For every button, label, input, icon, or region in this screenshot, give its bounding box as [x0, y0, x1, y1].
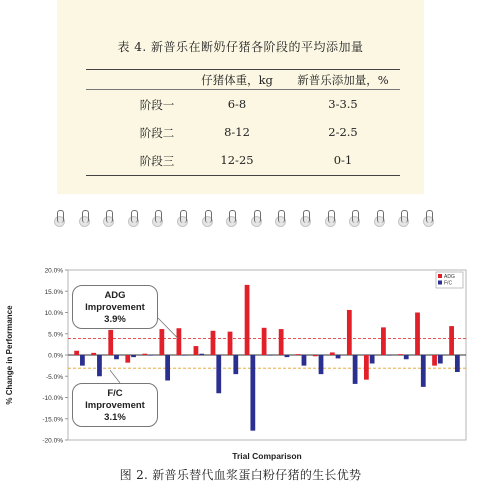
- adg-bar: [142, 354, 147, 355]
- spiral-ring: [101, 210, 115, 230]
- adg-bar: [194, 346, 199, 355]
- callout-line: 3.1%: [104, 412, 126, 423]
- adg-bar: [228, 332, 233, 355]
- fc-bar: [404, 355, 409, 359]
- legend-label: F/C: [444, 280, 453, 287]
- legend-label: ADG: [444, 274, 455, 280]
- ring-loop: [205, 210, 212, 223]
- spiral-ring: [298, 210, 312, 230]
- fc-bar: [216, 355, 221, 393]
- ring-loop: [426, 210, 433, 223]
- fc-bar: [438, 355, 443, 364]
- ring-loop: [328, 210, 335, 223]
- fc-bar: [387, 355, 392, 356]
- table-header-weight: 仔猪体重，kg: [201, 73, 273, 87]
- fc-bar: [233, 355, 238, 374]
- fc-bar: [285, 355, 290, 357]
- y-tick-label: -15.0%: [42, 416, 63, 424]
- table-row-stage-label: 阶段一: [139, 98, 175, 112]
- table-row-weight: 12-25: [220, 153, 254, 167]
- y-axis-label: % Change in Performance: [5, 305, 14, 405]
- table-row-dosage: 2-2.5: [328, 125, 358, 139]
- fc-bar: [114, 355, 119, 359]
- fc-bar: [319, 355, 324, 374]
- adg-bar: [432, 355, 437, 366]
- fc-bar: [268, 355, 273, 356]
- ring-loop: [278, 210, 285, 223]
- fc-bar: [370, 355, 375, 364]
- spiral-ring: [347, 210, 361, 230]
- adg-bar: [159, 329, 164, 355]
- callout-line: ADG: [104, 290, 126, 301]
- table-row-dosage: 0-1: [333, 153, 353, 167]
- ring-loop: [377, 210, 384, 223]
- spiral-ring: [150, 210, 164, 230]
- ring-loop: [106, 210, 113, 223]
- adg-bar: [330, 352, 335, 355]
- adg-bar: [279, 329, 284, 355]
- spiral-ring: [249, 210, 263, 230]
- fc-bar: [421, 355, 426, 387]
- fc-bar: [97, 355, 102, 376]
- spiral-ring: [52, 210, 66, 230]
- adg-bar: [449, 326, 454, 355]
- adg-bar: [347, 310, 352, 355]
- adg-bar: [177, 328, 182, 355]
- spiral-ring: [323, 210, 337, 230]
- fc-bar: [165, 355, 170, 381]
- spiral-ring: [421, 210, 435, 230]
- adg-bar: [125, 355, 130, 363]
- ring-loop: [57, 210, 64, 223]
- spiral-ring: [273, 210, 287, 230]
- callout-line: Improvement: [85, 302, 145, 313]
- ring-loop: [352, 210, 359, 223]
- adg-bar: [381, 327, 386, 355]
- fc-bar: [199, 354, 204, 355]
- legend-swatch: [438, 281, 442, 285]
- spiral-ring: [77, 210, 91, 230]
- ring-loop: [155, 210, 162, 223]
- table-row-dosage: 3-3.5: [328, 97, 358, 111]
- adg-improvement-callout: [72, 285, 158, 329]
- figure-caption: 图 2. 新普乐替代血浆蛋白粉仔猪的生长优势: [119, 468, 362, 482]
- adg-bar: [296, 354, 301, 355]
- adg-bar: [398, 354, 403, 355]
- fc-bar: [148, 355, 153, 356]
- table-row-stage-label: 阶段三: [139, 154, 175, 168]
- ring-loop: [254, 210, 261, 223]
- spiral-ring: [396, 210, 410, 230]
- table-bottom-rule: [86, 175, 400, 176]
- y-tick-label: 5.0%: [48, 331, 63, 339]
- adg-bar: [74, 351, 79, 355]
- spiral-ring: [126, 210, 140, 230]
- adg-bar: [262, 328, 267, 355]
- spiral-binding: [0, 194, 481, 244]
- table-panel: [57, 0, 424, 194]
- spiral-ring: [200, 210, 214, 230]
- y-tick-label: -5.0%: [46, 373, 63, 381]
- fc-bar: [302, 355, 307, 366]
- fc-bar: [353, 355, 358, 384]
- adg-bar: [415, 313, 420, 356]
- table-header-dosage: 新普乐添加量，%: [297, 73, 389, 87]
- spiral-ring: [224, 210, 238, 230]
- ring-loop: [131, 210, 138, 223]
- ring-loop: [180, 210, 187, 223]
- fc-bar: [80, 355, 85, 366]
- adg-bar: [91, 353, 96, 355]
- ring-loop: [82, 210, 89, 223]
- table-title: 表 4. 新普乐在断奶仔猪各阶段的平均添加量: [117, 40, 364, 54]
- callout-line: 3.9%: [104, 314, 126, 325]
- callout-line: F/C: [107, 388, 123, 399]
- fc-improvement-callout: [72, 383, 158, 427]
- fc-bar: [182, 355, 187, 356]
- y-tick-label: -10.0%: [42, 395, 63, 402]
- adg-bar: [313, 355, 318, 356]
- table-row-weight: 8-12: [224, 125, 250, 139]
- adg-bar: [245, 285, 250, 355]
- ring-loop: [401, 210, 408, 223]
- spiral-ring: [175, 210, 189, 230]
- table-row-weight: 6-8: [227, 97, 247, 111]
- table-row-stage-label: 阶段二: [139, 126, 175, 140]
- x-axis-label: Trial Comparison: [232, 451, 302, 461]
- fc-bar: [250, 355, 255, 431]
- table-top-rule: [86, 69, 400, 70]
- legend-swatch: [438, 274, 442, 278]
- ring-loop: [303, 210, 310, 223]
- fc-bar: [131, 355, 136, 357]
- y-tick-label: 20.0%: [44, 267, 63, 275]
- fc-bar: [336, 355, 341, 358]
- spiral-ring: [372, 210, 386, 230]
- ring-loop: [229, 210, 236, 223]
- y-tick-label: 15.0%: [44, 288, 63, 296]
- y-tick-label: 0.0%: [48, 352, 63, 360]
- y-tick-label: -20.0%: [42, 437, 63, 445]
- adg-bar: [211, 331, 216, 355]
- callout-line: Improvement: [85, 400, 145, 411]
- y-tick-label: 10.0%: [44, 310, 63, 317]
- adg-bar: [108, 330, 113, 355]
- adg-bar: [364, 355, 369, 380]
- fc-bar: [455, 355, 460, 372]
- table-header-rule: [86, 89, 400, 90]
